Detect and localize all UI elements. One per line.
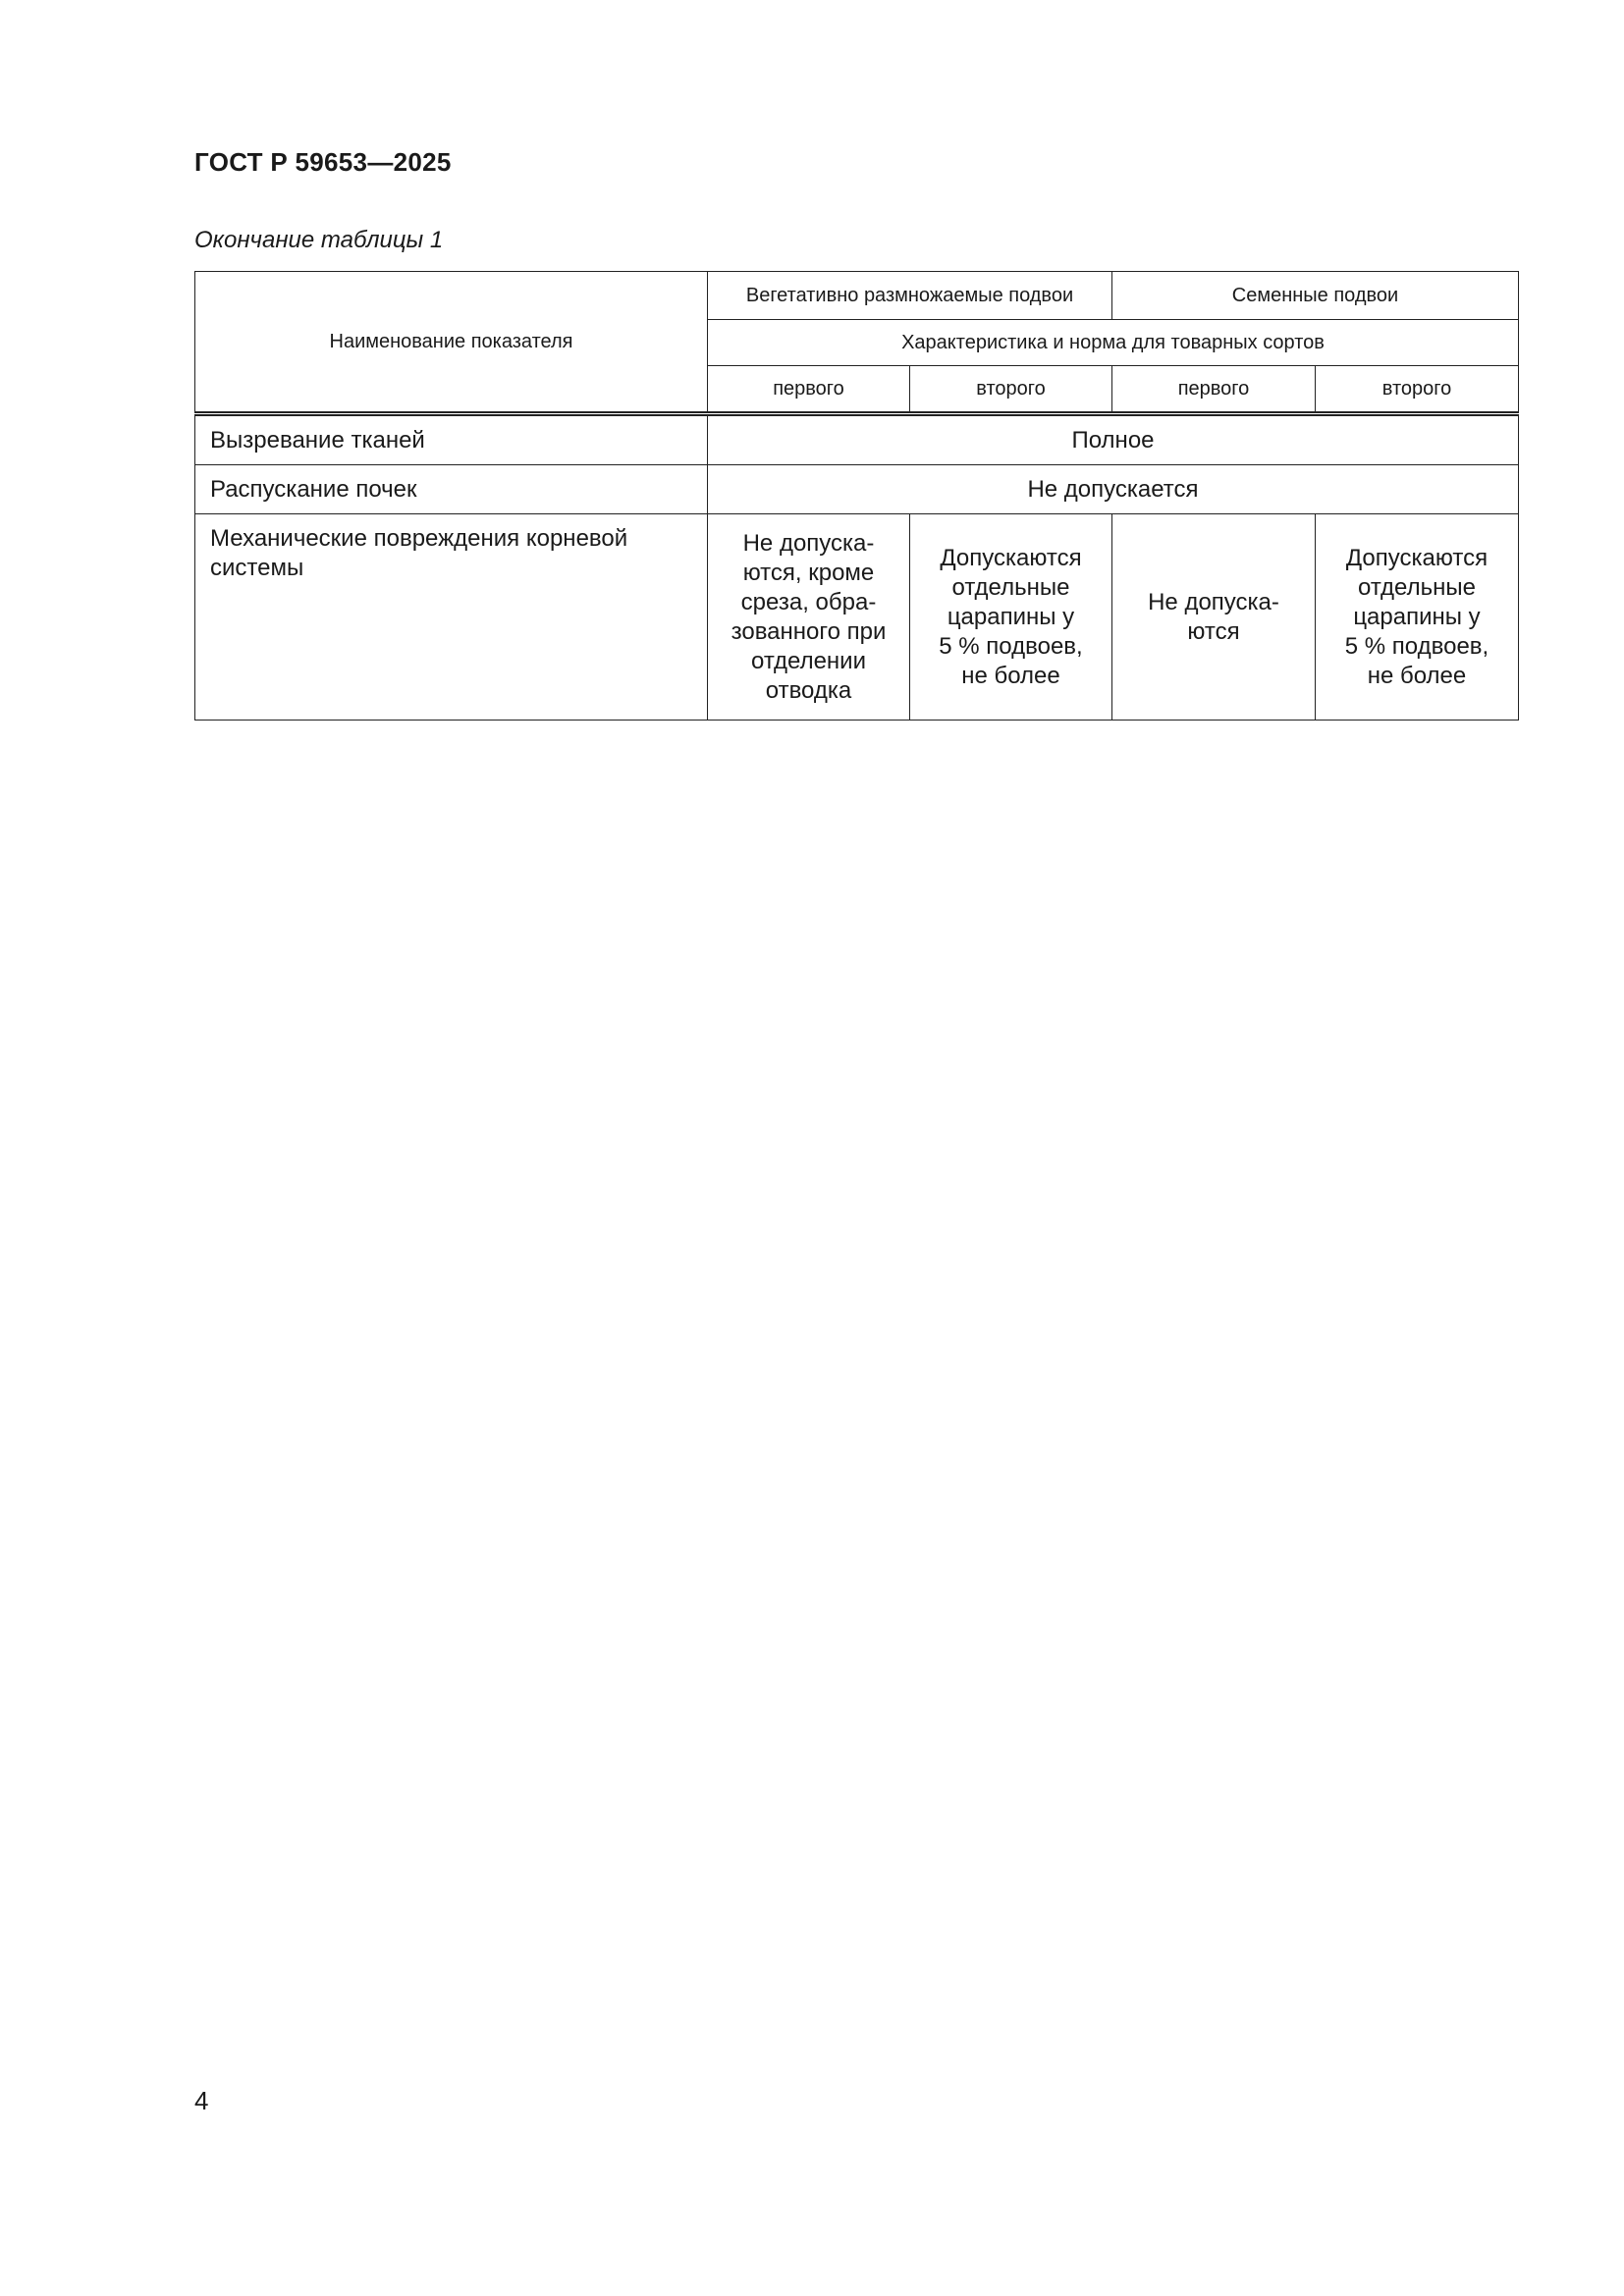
- page-number: 4: [194, 2086, 209, 2115]
- group-header-seed: Семенные подвои: [1112, 272, 1519, 320]
- indicators-table: [194, 271, 1519, 721]
- document-header: ГОСТ Р 59653—2025: [194, 147, 452, 177]
- sort-header-second: второго: [910, 366, 1112, 414]
- row-value-cell: Допускаются отдельные царапины у 5 % подвоев, не более: [910, 514, 1112, 721]
- row-name-cell: Механические повреждения корневой системы: [195, 514, 708, 721]
- table-row: [195, 514, 1519, 721]
- row-name-cell: Распускание почек: [195, 465, 708, 514]
- row-value-cell: Полное: [708, 414, 1519, 465]
- sort-header-first: первого: [1112, 366, 1316, 414]
- table-row: [195, 465, 1519, 514]
- name-column-header: Наименование показателя: [195, 272, 708, 414]
- row-value-cell: Не допуска- ются, кроме среза, обра- зованного при отделении отводка: [708, 514, 910, 721]
- row-value-cell: Не допуска- ются: [1112, 514, 1316, 721]
- group-header-vegetative: Вегетативно размножаемые подвои: [708, 272, 1112, 320]
- row-name-cell: Вызревание тканей: [195, 414, 708, 465]
- table-row: [195, 414, 1519, 465]
- row-value-cell: Не допускается: [708, 465, 1519, 514]
- table-caption: Окончание таблицы 1: [194, 227, 444, 253]
- characteristic-header: Характеристика и норма для товарных сортов: [708, 320, 1519, 366]
- table-header-row: [195, 272, 1519, 320]
- sort-header-second: второго: [1316, 366, 1519, 414]
- row-value-cell: Допускаются отдельные царапины у 5 % подвоев, не более: [1316, 514, 1519, 721]
- sort-header-first: первого: [708, 366, 910, 414]
